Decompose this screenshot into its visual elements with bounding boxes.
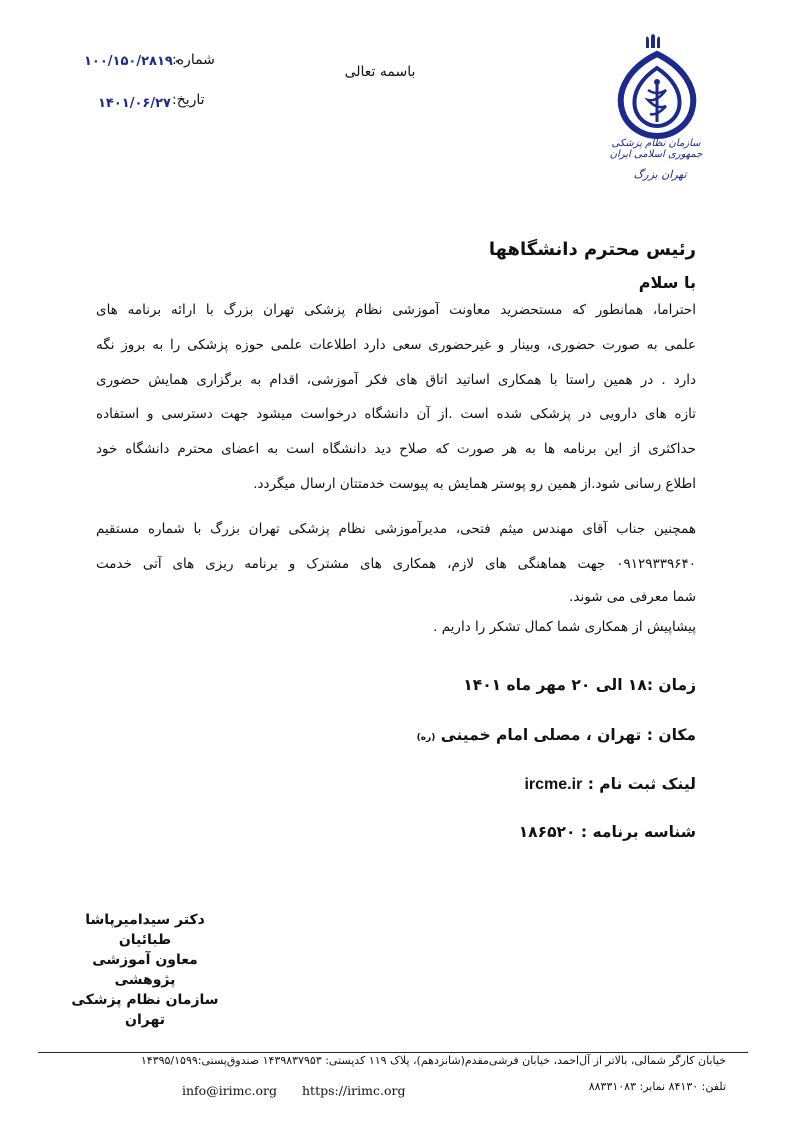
body-paragraph-2 — [96, 512, 696, 642]
number-value: ۱۰۰/۱۵۰/۲۸۱۹۰ — [84, 54, 181, 69]
date-label: تاریخ: — [172, 92, 205, 108]
date-value: ۱۴۰۱/۰۶/۲۷ — [98, 96, 171, 111]
registration-link-value[interactable]: ircme.ir — [524, 776, 583, 793]
signer-title: معاون آموزشی پژوهشی — [92, 952, 198, 988]
event-place-text: مکان : تهران ، مصلی امام خمینی — [440, 726, 696, 744]
paragraph-line: پیشاپیش از همکاری شما کمال تشکر را داریم . — [433, 618, 696, 635]
paragraph-line: اطلاع رسانی شود.از همین رو پوستر همایش به پیوست خدمتتان ارسال میگردد. — [253, 475, 696, 492]
paragraph-line: ۰۹۱۲۹۳۳۹۶۴۰ جهت هماهنگی های لازم، همکاری های مشترک و برنامه ریزی های آتی خدمت — [96, 555, 696, 572]
org-name: سازمان نظام پزشکی جمهوری اسلامی ایران — [609, 138, 703, 160]
signer-name: دکتر سیدامیرپاشا طبائیان — [85, 912, 205, 948]
footer-address: خیابان کارگر شمالی، بالاتر از آل‌احمد، خیابان فرشی‌مقدم(شانزدهم)، پلاک ۱۱۹ کدپستی: ۱۴۳۹۸۳۷۹۵۳ صندوق‌پستی:۱۴۳۹۵/۱۵۹۹ — [140, 1054, 726, 1067]
paragraph-line: دارد . در همین راستا با همکاری اساتید اتاق های فکر آموزشی، اقدام به برگزاری همایش حضوری — [96, 371, 696, 388]
signature-block — [60, 910, 230, 1030]
bismillah: باسمه تعالی — [344, 64, 416, 80]
org-branch: تهران بزرگ — [633, 168, 687, 181]
paragraph-line: همچنین جناب آقای مهندس میثم فتحی، مدیرآموزشی نظام پزشکی تهران بزرگ با شماره مستقیم — [96, 521, 696, 537]
paragraph-line: حداکثری از این برنامه ها به هر صورت که صلاح دید دانشگاه است به اعضای محترم دانشگاه خود — [96, 441, 696, 458]
event-time: زمان :۱۸ الی ۲۰ مهر ماه ۱۴۰۱ — [463, 676, 696, 694]
signer-org: سازمان نظام پزشکی تهران — [71, 992, 219, 1028]
number-label: شماره: — [172, 52, 215, 68]
paragraph-line: تازه های دارویی در پزشکی شده است .از آن دانشگاه درخواست میشود جهت دسترسی و استفاده — [96, 406, 696, 423]
organization-logo — [602, 30, 712, 190]
footer-email-link[interactable]: info@irimc.org — [182, 1083, 278, 1098]
logo-emblem-icon — [602, 30, 712, 140]
paragraph-line: احتراما، همانطور که مستحضرید معاونت آموزشی نظام پزشکی تهران بزرگ با ارائه برنامه های — [96, 302, 696, 318]
program-id: شناسه برنامه : ۱۸۶۵۲۰ — [518, 823, 696, 841]
greeting: با سلام — [638, 273, 696, 292]
footer-website-link[interactable]: https://irimc.org — [302, 1083, 406, 1098]
body-paragraph-1 — [96, 293, 696, 502]
footer-phone: تلفن: ۸۴۱۳۰ نمابر: ۸۸۳۳۱۰۸۳ — [588, 1080, 726, 1093]
paragraph-line: شما معرفی می شوند. — [569, 588, 696, 605]
registration-link-label: لینک ثبت نام : — [587, 775, 696, 793]
footer-divider — [38, 1052, 748, 1053]
paragraph-line: علمی به صورت حضوری، وبینار و غیرحضوری سعی دارد اطلاعات علمی حوزه پزشکی را به بروز نگه — [96, 336, 696, 353]
addressee: رئیس محترم دانشگاهها — [488, 239, 696, 260]
event-place-suffix: (ره) — [416, 733, 436, 743]
registration-link — [524, 775, 696, 794]
event-place — [417, 726, 696, 744]
